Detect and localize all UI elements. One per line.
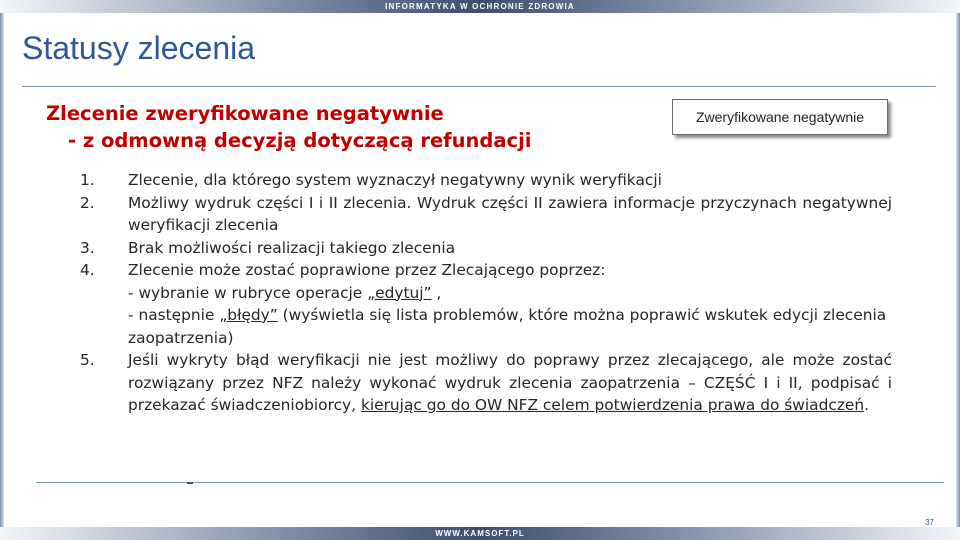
list-number: 3. bbox=[80, 238, 95, 257]
top-banner bbox=[0, 0, 960, 13]
list-subitem bbox=[128, 282, 892, 305]
subitem-text: - następnie bbox=[128, 306, 220, 324]
list-item-text: Brak możliwości realizacji takiego zlecenia bbox=[128, 238, 456, 257]
list-number: 4. bbox=[80, 261, 95, 279]
list-item-text: Zlecenie, dla którego system wyznaczył negatywny wynik weryfikacji bbox=[128, 171, 662, 189]
underlined-text: kierując go do OW NFZ celem potwierdzenia prawa do świadczeń bbox=[360, 396, 865, 414]
list-item bbox=[80, 349, 892, 417]
left-frame bbox=[0, 13, 4, 527]
bottom-banner bbox=[0, 527, 960, 540]
list-item-end: . bbox=[864, 396, 870, 414]
edytuj-link[interactable]: „edytuj” bbox=[367, 283, 432, 302]
list-item bbox=[80, 259, 892, 349]
status-box: Zweryfikowane negatywnie bbox=[672, 99, 888, 135]
list-item bbox=[80, 169, 892, 192]
bledy-link[interactable]: „błędy” bbox=[219, 306, 278, 324]
top-banner-text: INFORMATYKA W OCHRONIE ZDROWIA bbox=[385, 2, 575, 11]
right-frame bbox=[956, 13, 960, 527]
subitem-text: - wybranie w rubryce operacje bbox=[128, 283, 368, 302]
list-item-text: Możliwy wydruk części I i II zlecenia. Wydruk części II zawiera informacje przyczynach negatywnej weryfikacji zlecenia bbox=[128, 193, 892, 234]
title-divider bbox=[22, 86, 936, 87]
subitem-text: (wyświetla się lista problemów, które można poprawić wskutek edycji zlecenia zaopatrzenia) bbox=[128, 306, 887, 347]
list-item bbox=[80, 237, 892, 260]
list-item bbox=[80, 192, 892, 237]
bottom-banner-text: WWW.KAMSOFT.PL bbox=[435, 529, 525, 538]
list-number: 5. bbox=[80, 351, 95, 369]
slide-title: Statusy zlecenia bbox=[22, 30, 256, 66]
page-number: 37 bbox=[925, 518, 934, 527]
subitem-text: , bbox=[431, 283, 442, 302]
bottom-divider-accent bbox=[187, 482, 193, 484]
list-item-text: Zlecenie może zostać poprawione przez Zlecającego poprzez: bbox=[128, 261, 606, 279]
slide-subtitle bbox=[46, 100, 531, 154]
bottom-divider bbox=[36, 482, 944, 483]
list-item-text: Jeśli wykryty błąd weryfikacji nie jest możliwy do poprawy przez zlecającego, ale może zostać rozwiązany przez NFZ należy wykonać wydruk zlecenia zaopatrzenia – CZĘŚĆ I i II, podpisać i przekazać świadczeniobiorcy, bbox=[128, 351, 892, 414]
numbered-list bbox=[80, 169, 892, 417]
list-subitem bbox=[128, 304, 892, 349]
list-number: 1. bbox=[80, 171, 95, 189]
subtitle-line-1: Zlecenie zweryfikowane negatywnie bbox=[46, 102, 444, 125]
list-number: 2. bbox=[80, 193, 95, 212]
subtitle-line-2: - z odmowną decyzją dotyczącą refundacji bbox=[68, 129, 532, 152]
